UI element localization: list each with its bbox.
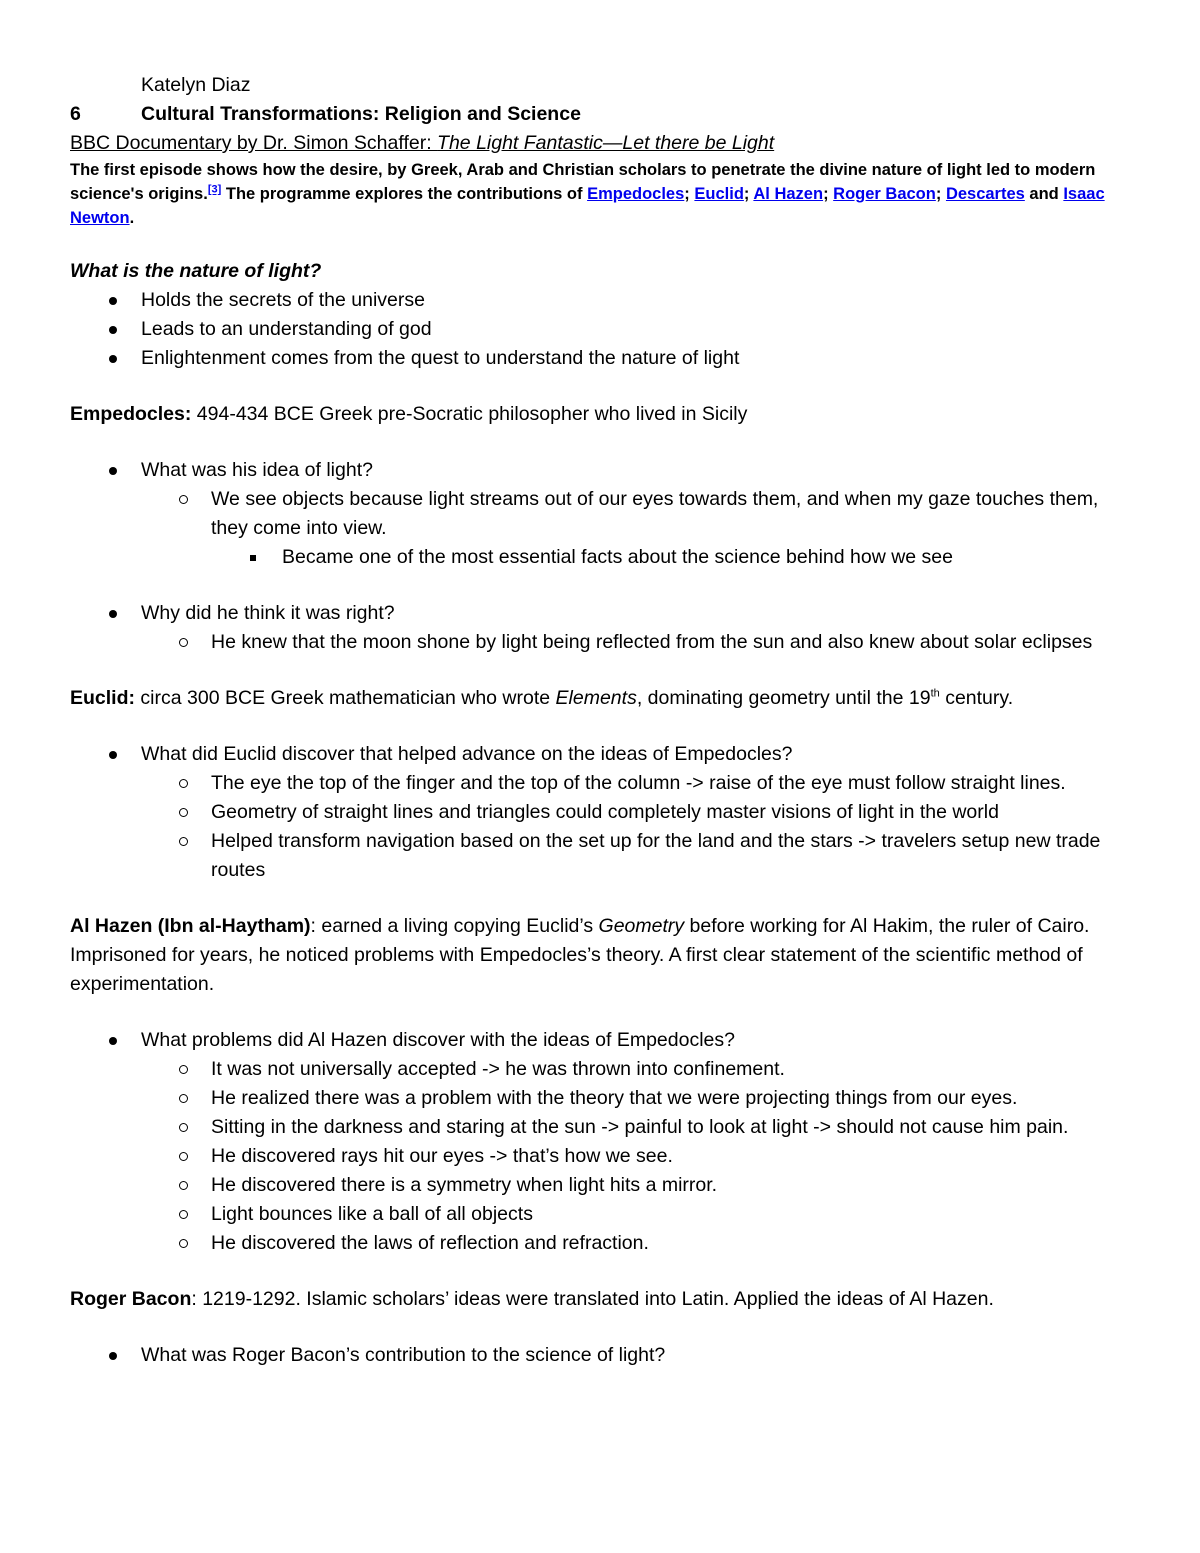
list-item-text: We see objects because light streams out of our eyes towards them, and when my gaze touches them, they come into view.	[211, 488, 1099, 539]
bullet-icon	[109, 751, 117, 759]
list-item	[70, 1026, 1135, 1055]
euclid-text-2: , dominating geometry until the 19	[636, 687, 931, 709]
circle-bullet-icon	[179, 1181, 188, 1190]
section-number: 6	[70, 103, 81, 125]
list-item	[70, 344, 1135, 373]
bullet-icon	[109, 326, 117, 334]
episode-summary	[70, 158, 1135, 230]
bullet-icon	[109, 355, 117, 363]
list-item	[70, 1200, 1135, 1229]
bullet-icon	[109, 297, 117, 305]
separator: ;	[823, 185, 834, 203]
euclid-label: Euclid:	[70, 687, 136, 709]
bullet-icon	[109, 1037, 117, 1045]
list-item	[70, 827, 1135, 885]
list-item-text: Why did he think it was right?	[141, 602, 395, 624]
list-item	[70, 456, 1135, 485]
list-item-text: He discovered rays hit our eyes -> that’s how we see.	[211, 1145, 673, 1167]
list-item-text: He knew that the moon shone by light being reflected from the sun and also knew about solar eclipses	[211, 631, 1093, 653]
bullet-icon	[109, 467, 117, 475]
link-isaac-newton[interactable]: Isaac Newton	[70, 185, 1105, 227]
euclid-book-title: Elements	[555, 687, 637, 709]
euclid-paragraph	[70, 684, 1135, 713]
list-item-text: Helped transform navigation based on the set up for the land and the stars -> travelers setup new trade routes	[211, 830, 1101, 881]
separator: and	[1024, 185, 1064, 203]
list-item-text: Geometry of straight lines and triangles could completely master visions of light in the world	[211, 801, 999, 823]
link-descartes[interactable]: Descartes	[945, 185, 1025, 203]
separator: ;	[935, 185, 946, 203]
list-item	[70, 1229, 1135, 1258]
list-item-text: What problems did Al Hazen discover with the ideas of Empedocles?	[141, 1029, 735, 1051]
list-item-text: What was Roger Bacon’s contribution to the science of light?	[141, 1344, 666, 1366]
list-item-text: It was not universally accepted -> he was thrown into confinement.	[211, 1058, 785, 1080]
square-bullet-icon	[250, 555, 256, 561]
empedocles-paragraph	[70, 400, 1135, 429]
author-name: Katelyn Diaz	[141, 74, 251, 96]
list-item	[70, 485, 1135, 543]
alhazen-label: Al Hazen (Ibn al-Haytham)	[70, 915, 311, 937]
circle-bullet-icon	[179, 837, 188, 846]
bacon-text: : 1219-1292. Islamic scholars’ ideas were translated into Latin. Applied the ideas of Al Hazen.	[191, 1288, 994, 1310]
circle-bullet-icon	[179, 1094, 188, 1103]
documentary-prefix: BBC Documentary by Dr. Simon Schaffer:	[70, 132, 438, 154]
list-item	[70, 740, 1135, 769]
bacon-list	[70, 1341, 1135, 1370]
bacon-label: Roger Bacon	[70, 1288, 192, 1310]
document-body	[70, 71, 1135, 1370]
list-item	[70, 315, 1135, 344]
euclid-list	[70, 740, 1135, 885]
separator: ;	[684, 185, 695, 203]
list-item-text: The eye the top of the finger and the top of the column -> raise of the eye must follow straight lines.	[211, 772, 1066, 794]
nature-list	[70, 286, 1135, 373]
alhazen-list	[70, 1026, 1135, 1258]
section-title: Cultural Transformations: Religion and Science	[141, 103, 581, 125]
documentary-title: The Light Fantastic—Let there be Light	[437, 132, 775, 154]
circle-bullet-icon	[179, 1239, 188, 1248]
list-item	[70, 1084, 1135, 1113]
circle-bullet-icon	[179, 808, 188, 817]
list-item	[70, 1113, 1135, 1142]
link-roger-bacon[interactable]: Roger Bacon	[833, 185, 936, 203]
list-item	[70, 769, 1135, 798]
superscript: th	[930, 687, 940, 700]
list-item-text: He discovered there is a symmetry when light hits a mirror.	[211, 1174, 718, 1196]
bullet-icon	[109, 1352, 117, 1360]
empedocles-list	[70, 456, 1135, 572]
list-item-text: He discovered the laws of reflection and refraction.	[211, 1232, 649, 1254]
bullet-icon	[109, 610, 117, 618]
list-item	[70, 1055, 1135, 1084]
list-item	[70, 1341, 1135, 1370]
reference-link[interactable]: [3]	[207, 183, 222, 196]
list-item-text: Became one of the most essential facts about the science behind how we see	[282, 546, 953, 568]
list-item-text: Enlightenment comes from the quest to understand the nature of light	[141, 347, 740, 369]
empedocles-list-2	[70, 599, 1135, 657]
list-item	[70, 1171, 1135, 1200]
alhazen-text: : earned a living copying Euclid’s	[310, 915, 599, 937]
list-item	[70, 599, 1135, 628]
list-item	[70, 798, 1135, 827]
link-empedocles[interactable]: Empedocles	[587, 185, 685, 203]
section-heading	[70, 100, 1135, 129]
circle-bullet-icon	[179, 638, 188, 647]
summary-text-2: The programme explores the contributions of	[221, 185, 588, 203]
list-item-text: Leads to an understanding of god	[141, 318, 432, 340]
list-item	[70, 628, 1135, 657]
circle-bullet-icon	[179, 1152, 188, 1161]
list-item-text: Sitting in the darkness and staring at the sun -> painful to look at light -> should not cause him pain.	[211, 1116, 1069, 1138]
alhazen-paragraph	[70, 912, 1135, 999]
circle-bullet-icon	[179, 779, 188, 788]
link-al-hazen[interactable]: Al Hazen	[753, 185, 824, 203]
circle-bullet-icon	[179, 1065, 188, 1074]
list-item-text: Holds the secrets of the universe	[141, 289, 425, 311]
list-item	[70, 286, 1135, 315]
summary-text: The first episode shows how the desire, by Greek, Arab and Christian scholars to penetrate the divine nature of light led to modern science's origins.	[70, 161, 1096, 203]
bacon-paragraph	[70, 1285, 1135, 1314]
nature-heading: What is the nature of light?	[70, 260, 322, 282]
circle-bullet-icon	[179, 495, 188, 504]
link-euclid[interactable]: Euclid	[694, 185, 744, 203]
circle-bullet-icon	[179, 1210, 188, 1219]
separator: .	[129, 209, 135, 227]
list-item	[70, 543, 1135, 572]
separator: ;	[743, 185, 754, 203]
list-item-text: He realized there was a problem with the theory that we were projecting things from our eyes.	[211, 1087, 1018, 1109]
alhazen-book-title: Geometry	[598, 915, 685, 937]
documentary-line	[70, 129, 1135, 158]
alhazen-text-2: before working for Al Hakim, the ruler of Cairo. Imprisoned for years, he noticed problems with Empedocles’s theory. A first clear statement of the scientific method of experimentation.	[70, 915, 1090, 995]
list-item	[70, 1142, 1135, 1171]
euclid-text: circa 300 BCE Greek mathematician who wrote	[135, 687, 556, 709]
list-item-text: What did Euclid discover that helped advance on the ideas of Empedocles?	[141, 743, 793, 765]
list-item-text: Light bounces like a ball of all objects	[211, 1203, 533, 1225]
euclid-text-3: century.	[939, 687, 1014, 709]
circle-bullet-icon	[179, 1123, 188, 1132]
empedocles-text: 494-434 BCE Greek pre-Socratic philosopher who lived in Sicily	[191, 403, 748, 425]
empedocles-label: Empedocles:	[70, 403, 192, 425]
list-item-text: What was his idea of light?	[141, 459, 373, 481]
